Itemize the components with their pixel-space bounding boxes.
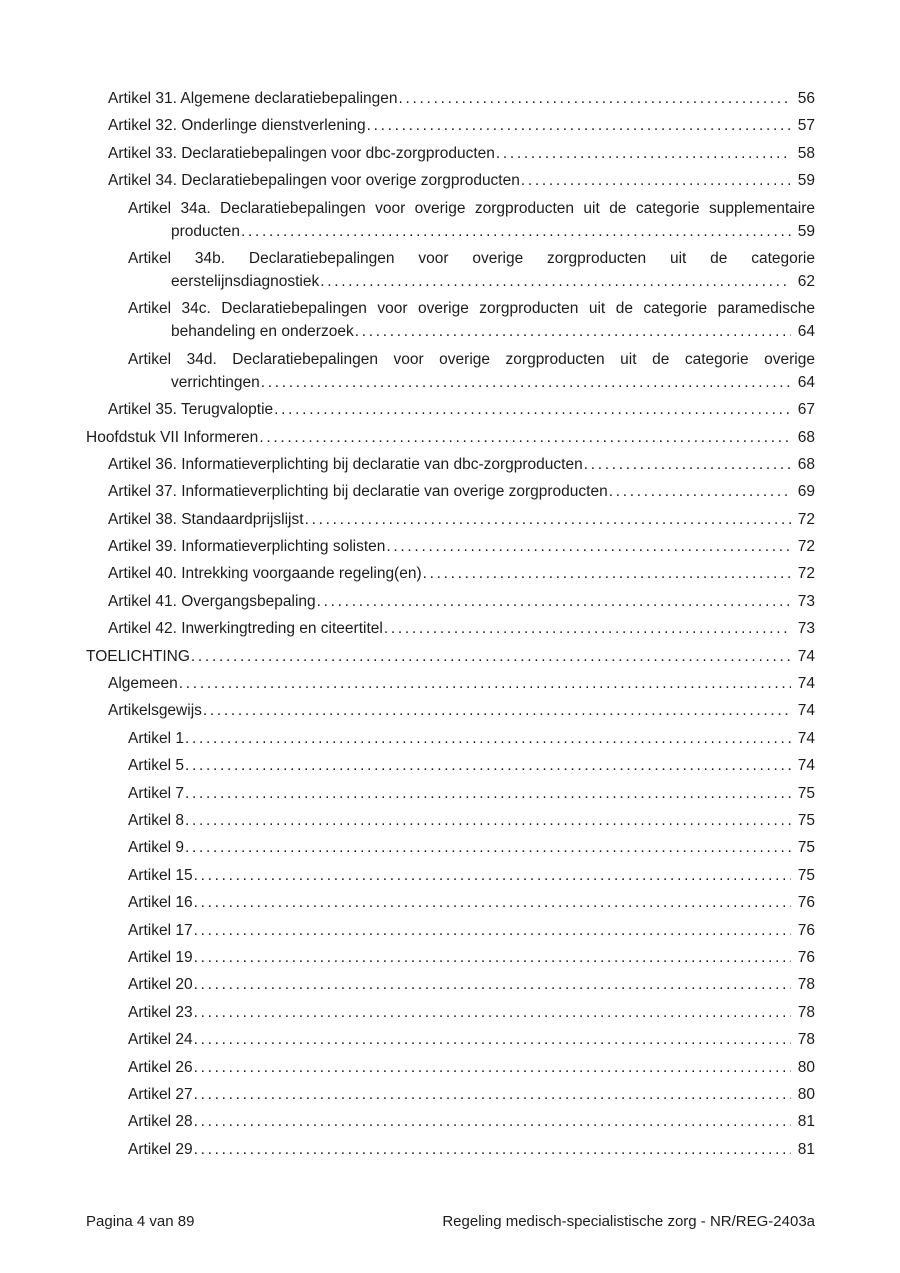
dot-leader xyxy=(260,371,791,394)
toc-page-number: 62 xyxy=(797,272,815,290)
toc-entry[interactable] xyxy=(86,562,815,585)
toc-page-number: 72 xyxy=(797,565,815,583)
toc-entry-title-continued: verrichtingen xyxy=(171,373,260,391)
dot-leader xyxy=(193,1056,791,1079)
toc-entry[interactable] xyxy=(86,836,815,859)
toc-entry[interactable] xyxy=(86,973,815,996)
toc-entry-title: Artikel 37. Informatieverplichting bij declaratie van overige zorgproducten xyxy=(108,483,608,501)
toc-entry[interactable] xyxy=(86,247,815,293)
dot-leader xyxy=(193,1138,791,1161)
toc-page-number: 78 xyxy=(797,1003,815,1021)
toc-entry-title: Artikel 39. Informatieverplichting solisten xyxy=(108,538,386,556)
table-of-contents xyxy=(86,87,815,1165)
dot-leader xyxy=(193,864,791,887)
dot-leader xyxy=(184,782,791,805)
toc-page-number: 68 xyxy=(797,428,815,446)
toc-entry[interactable] xyxy=(86,1001,815,1024)
toc-entry[interactable] xyxy=(86,1083,815,1106)
toc-entry-title: Artikel 24 xyxy=(128,1031,193,1049)
toc-entry-title: Artikel 35. Terugvaloptie xyxy=(108,401,274,419)
dot-leader xyxy=(273,398,791,421)
dot-leader xyxy=(193,946,791,969)
dot-leader xyxy=(193,1001,791,1024)
toc-page-number: 74 xyxy=(797,729,815,747)
toc-page-number: 59 xyxy=(797,172,815,190)
toc-entry-title: Artikel 34d. Declaratiebepalingen voor overige zorgproducten uit de categorie overige xyxy=(128,350,815,368)
toc-entry-title: Artikel 8 xyxy=(128,811,184,829)
toc-page-number: 64 xyxy=(797,323,815,341)
toc-page-number: 56 xyxy=(797,90,815,107)
toc-entry-title-continued: eerstelijnsdiagnostiek xyxy=(171,272,320,290)
toc-entry-title: Artikel 33. Declaratiebepalingen voor dbc-zorgproducten xyxy=(108,144,495,162)
toc-entry-title: Artikel 34c. Declaratiebepalingen voor overige zorgproducten uit de categorie paramedische xyxy=(128,300,815,318)
toc-entry-title: Artikel 17 xyxy=(128,921,193,939)
toc-entry-title: Artikel 27 xyxy=(128,1085,193,1103)
toc-page-number: 78 xyxy=(797,1031,815,1049)
footer-page-indicator: Pagina 4 van 89 xyxy=(86,1213,195,1230)
toc-page-number: 74 xyxy=(797,702,815,720)
toc-entry-title: Artikel 7 xyxy=(128,784,184,802)
toc-entry-title: Artikel 29 xyxy=(128,1140,193,1158)
toc-entry-title: Artikel 40. Intrekking voorgaande regeling(en) xyxy=(108,565,422,583)
toc-entry-title: Artikel 9 xyxy=(128,839,184,857)
toc-page-number: 74 xyxy=(797,647,815,665)
toc-entry[interactable] xyxy=(86,87,815,110)
dot-leader xyxy=(184,809,791,832)
dot-leader xyxy=(190,645,791,668)
toc-entry-title: Algemeen xyxy=(108,675,178,693)
toc-entry[interactable] xyxy=(86,809,815,832)
toc-entry[interactable] xyxy=(86,919,815,942)
toc-entry-title: Artikel 5 xyxy=(128,757,184,775)
dot-leader xyxy=(193,973,791,996)
toc-entry-title: Artikel 42. Inwerkingtreding en citeertitel xyxy=(108,620,383,638)
toc-page-number: 58 xyxy=(797,144,815,162)
toc-entry[interactable] xyxy=(86,508,815,531)
toc-entry-title: Artikel 36. Informatieverplichting bij declaratie van dbc-zorgproducten xyxy=(108,455,583,473)
toc-page-number: 75 xyxy=(797,839,815,857)
toc-page-number: 76 xyxy=(797,948,815,966)
toc-page-number: 72 xyxy=(797,538,815,556)
dot-leader xyxy=(193,891,791,914)
dot-leader xyxy=(385,535,790,558)
toc-entry[interactable] xyxy=(86,114,815,137)
toc-page-number: 73 xyxy=(797,620,815,638)
toc-entry[interactable] xyxy=(86,535,815,558)
toc-page-number: 75 xyxy=(797,811,815,829)
dot-leader xyxy=(202,699,791,722)
toc-entry[interactable] xyxy=(86,453,815,476)
toc-entry[interactable] xyxy=(86,672,815,695)
dot-leader xyxy=(520,169,791,192)
toc-entry[interactable] xyxy=(86,426,815,449)
toc-page-number: 75 xyxy=(797,784,815,802)
toc-entry[interactable] xyxy=(86,197,815,243)
toc-entry[interactable] xyxy=(86,169,815,192)
toc-page-number: 72 xyxy=(797,510,815,528)
toc-page-number: 67 xyxy=(797,401,815,419)
toc-entry-title: Artikel 34b. Declaratiebepalingen voor overige zorgproducten uit de categorie xyxy=(128,249,815,267)
toc-entry-title: Artikel 20 xyxy=(128,976,193,994)
dot-leader xyxy=(304,508,791,531)
dot-leader xyxy=(193,1110,791,1133)
toc-entry-title: Artikel 34. Declaratiebepalingen voor overige zorgproducten xyxy=(108,172,520,190)
toc-entry[interactable] xyxy=(86,617,815,640)
toc-page-number: 80 xyxy=(797,1058,815,1076)
dot-leader xyxy=(240,220,791,243)
toc-entry-title: Artikel 34a. Declaratiebepalingen voor overige zorgproducten uit de categorie supplementaire xyxy=(128,199,815,217)
toc-entry-title: Artikel 23 xyxy=(128,1003,193,1021)
toc-entry[interactable] xyxy=(86,142,815,165)
toc-page-number: 68 xyxy=(797,455,815,473)
toc-entry-title: Artikel 26 xyxy=(128,1058,193,1076)
dot-leader xyxy=(608,480,791,503)
toc-page-number: 57 xyxy=(797,117,815,135)
dot-leader xyxy=(193,1083,791,1106)
page-footer xyxy=(86,1212,815,1231)
toc-entry-title-continued: behandeling en onderzoek xyxy=(171,323,354,341)
dot-leader xyxy=(178,672,791,695)
toc-entry[interactable] xyxy=(86,1056,815,1079)
toc-entry-title: Artikel 32. Onderlinge dienstverlening xyxy=(108,117,366,135)
footer-document-reference: Regeling medisch-specialistische zorg - NR/REG-2403a xyxy=(442,1213,815,1230)
toc-entry-title: Artikel 1 xyxy=(128,729,184,747)
dot-leader xyxy=(184,727,791,750)
toc-entry[interactable] xyxy=(86,891,815,914)
toc-entry[interactable] xyxy=(86,782,815,805)
toc-entry-title: Artikelsgewijs xyxy=(108,702,202,720)
toc-page-number: 80 xyxy=(797,1085,815,1103)
toc-entry[interactable] xyxy=(86,727,815,750)
toc-entry[interactable] xyxy=(86,590,815,613)
toc-entry-title: Hoofdstuk VII Informeren xyxy=(86,428,259,446)
toc-entry[interactable] xyxy=(86,645,815,668)
toc-page-number: 76 xyxy=(797,921,815,939)
toc-entry-title: Artikel 31. Algemene declaratiebepalingen xyxy=(108,90,398,107)
toc-entry[interactable] xyxy=(86,699,815,722)
dot-leader xyxy=(193,1028,791,1051)
toc-entry[interactable] xyxy=(86,946,815,969)
dot-leader xyxy=(258,426,790,449)
dot-leader xyxy=(398,87,791,110)
toc-entry-title: Artikel 15 xyxy=(128,866,193,884)
dot-leader xyxy=(184,836,791,859)
dot-leader xyxy=(583,453,791,476)
toc-entry-title: Artikel 41. Overgangsbepaling xyxy=(108,592,316,610)
toc-entry-title: Artikel 38. Standaardprijslijst xyxy=(108,510,304,528)
toc-entry-title: TOELICHTING xyxy=(86,647,190,665)
toc-page-number: 74 xyxy=(797,675,815,693)
toc-page-number: 81 xyxy=(797,1140,815,1158)
dot-leader xyxy=(316,590,791,613)
dot-leader xyxy=(193,919,791,942)
toc-page-number: 75 xyxy=(797,866,815,884)
toc-entry[interactable] xyxy=(86,1028,815,1051)
toc-entry-title-continued: producten xyxy=(171,222,240,240)
toc-entry-title: Artikel 19 xyxy=(128,948,193,966)
toc-page-number: 74 xyxy=(797,757,815,775)
toc-entry[interactable] xyxy=(86,480,815,503)
dot-leader xyxy=(366,114,791,137)
toc-page-number: 69 xyxy=(797,483,815,501)
toc-entry[interactable] xyxy=(86,398,815,421)
toc-entry[interactable] xyxy=(86,297,815,343)
toc-entry[interactable] xyxy=(86,864,815,887)
toc-page-number: 78 xyxy=(797,976,815,994)
toc-page-number: 81 xyxy=(797,1113,815,1131)
dot-leader xyxy=(319,270,791,293)
toc-entry[interactable] xyxy=(86,1110,815,1133)
toc-entry-title: Artikel 16 xyxy=(128,894,193,912)
dot-leader xyxy=(354,320,791,343)
toc-entry[interactable] xyxy=(86,754,815,777)
toc-page-number: 64 xyxy=(797,373,815,391)
toc-page-number: 73 xyxy=(797,592,815,610)
toc-entry[interactable] xyxy=(86,1138,815,1161)
toc-page-number: 76 xyxy=(797,894,815,912)
dot-leader xyxy=(184,754,791,777)
dot-leader xyxy=(383,617,791,640)
toc-entry-title: Artikel 28 xyxy=(128,1113,193,1131)
dot-leader xyxy=(422,562,791,585)
toc-page-number: 59 xyxy=(797,222,815,240)
toc-entry[interactable] xyxy=(86,348,815,394)
dot-leader xyxy=(495,142,791,165)
